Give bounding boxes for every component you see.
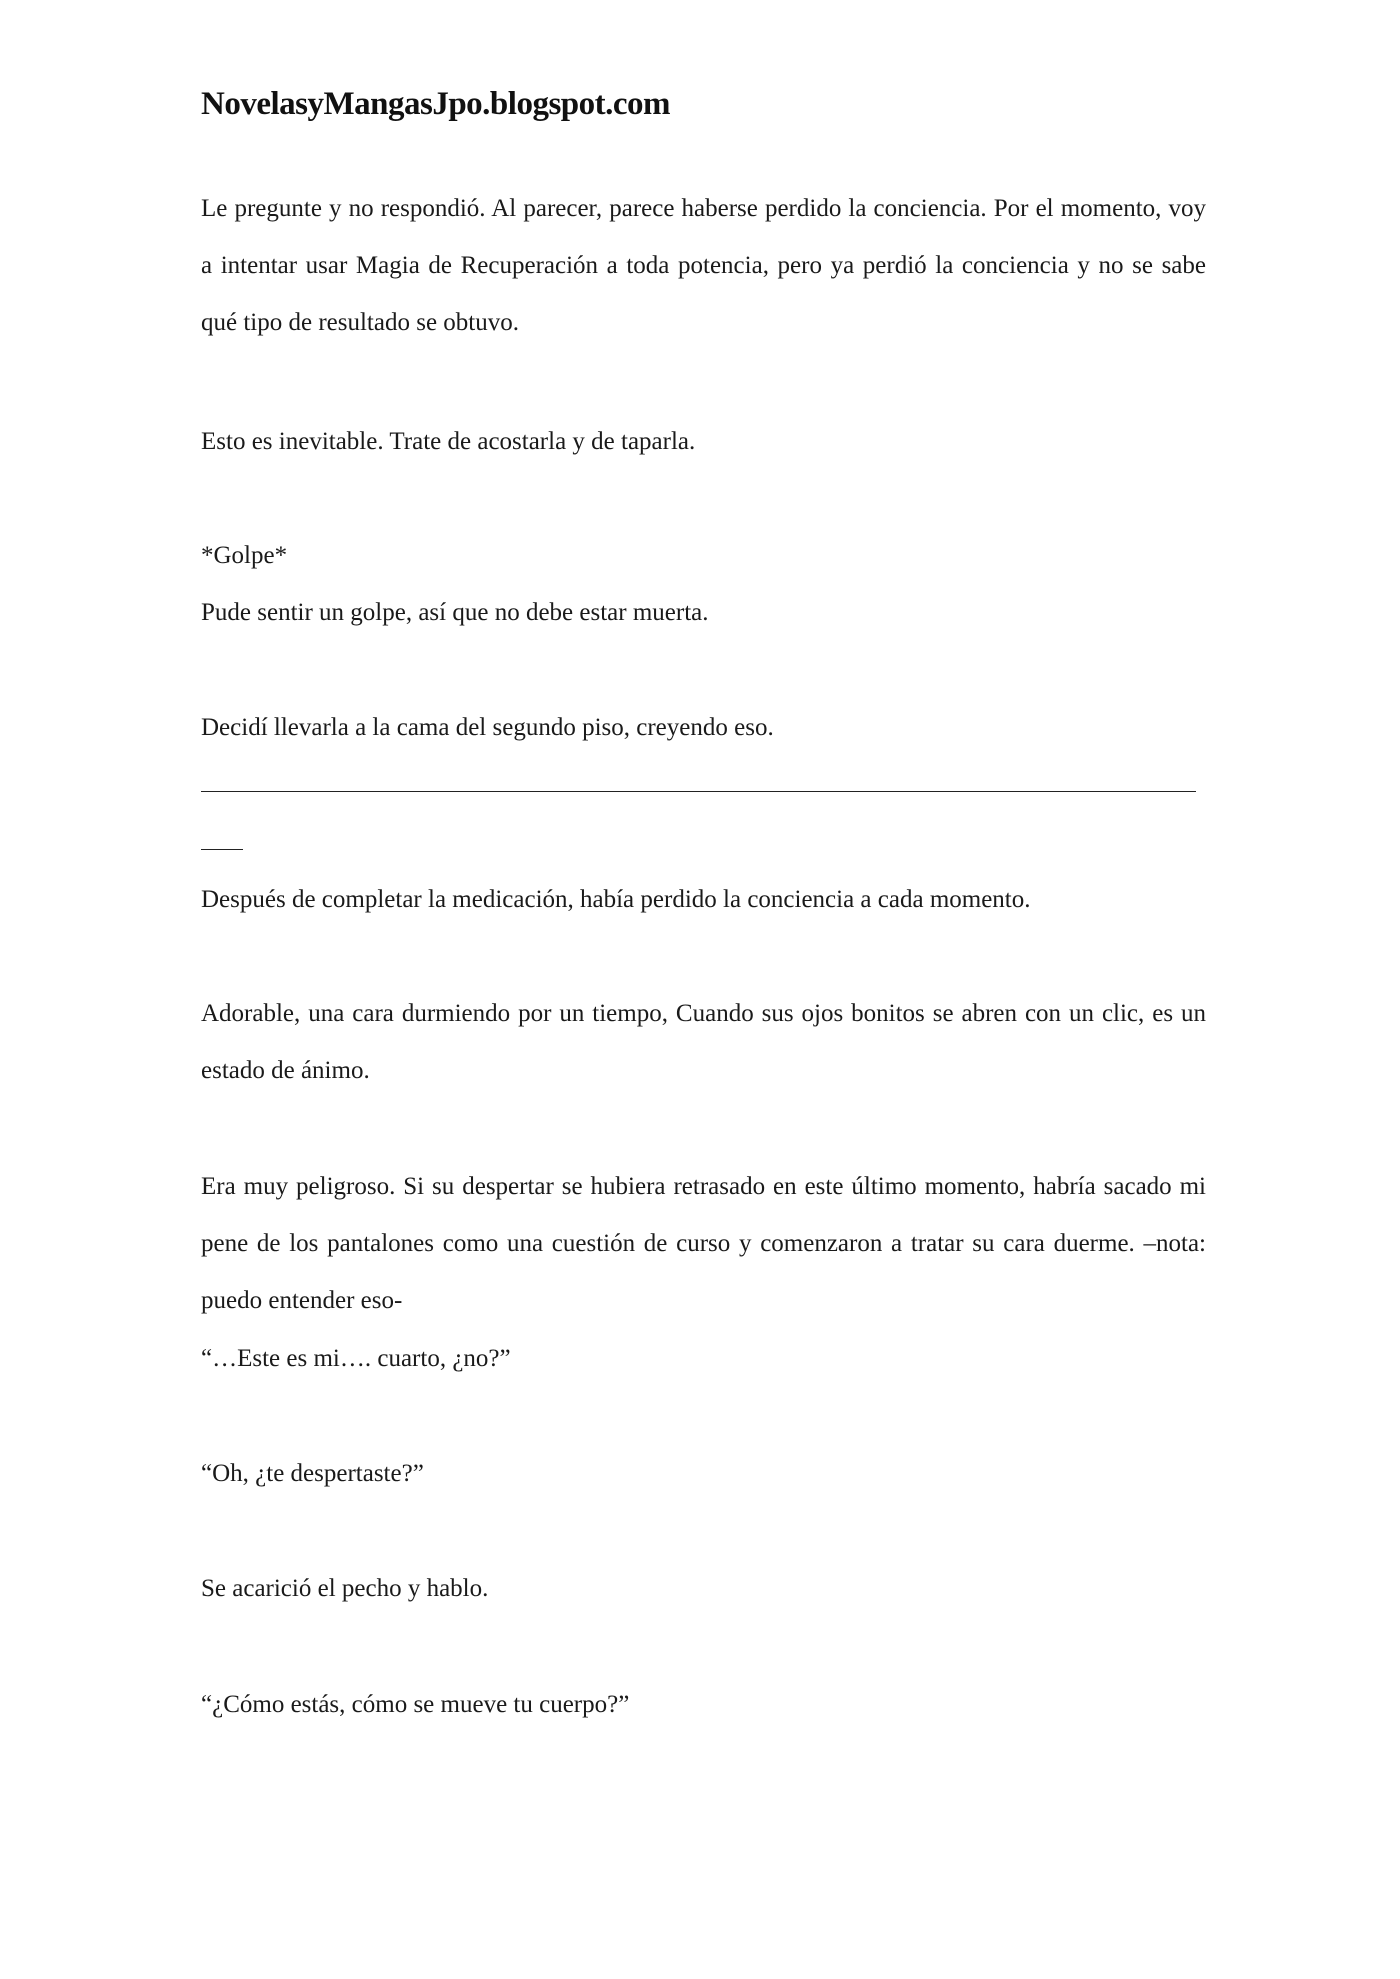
paragraph-3: *Golpe* bbox=[201, 542, 288, 569]
site-header: NovelasyMangasJpo.blogspot.com bbox=[201, 86, 671, 122]
section-divider-tail bbox=[201, 849, 243, 850]
paragraph-10: “Oh, ¿te despertaste?” bbox=[201, 1460, 424, 1487]
paragraph-4: Pude sentir un golpe, así que no debe estar muerta. bbox=[201, 599, 709, 626]
section-divider bbox=[201, 791, 1196, 792]
paragraph-8: Era muy peligroso. Si su despertar se hubiera retrasado en este último momento, habría sacado mi pene de los pantalones como una cuestión de curso y comenzaron a tratar su cara duerme. –nota: puedo entender eso- bbox=[201, 1173, 1206, 1314]
paragraph-12: “¿Cómo estás, cómo se mueve tu cuerpo?” bbox=[201, 1691, 630, 1718]
paragraph-9: “…Este es mi…. cuarto, ¿no?” bbox=[201, 1345, 511, 1372]
paragraph-7: Adorable, una cara durmiendo por un tiempo, Cuando sus ojos bonitos se abren con un clic, es un estado de ánimo. bbox=[201, 1000, 1206, 1084]
paragraph-6: Después de completar la medicación, había perdido la conciencia a cada momento. bbox=[201, 886, 1031, 913]
paragraph-1: Le pregunte y no respondió. Al parecer, parece haberse perdido la conciencia. Por el momento, voy a intentar usar Magia de Recuperación a toda potencia, pero ya perdió la conciencia y no se sabe qué tipo de resultado se obtuvo. bbox=[201, 195, 1206, 336]
paragraph-2: Esto es inevitable. Trate de acostarla y de taparla. bbox=[201, 428, 696, 455]
paragraph-11: Se acarició el pecho y hablo. bbox=[201, 1575, 489, 1602]
paragraph-5: Decidí llevarla a la cama del segundo piso, creyendo eso. bbox=[201, 714, 774, 741]
